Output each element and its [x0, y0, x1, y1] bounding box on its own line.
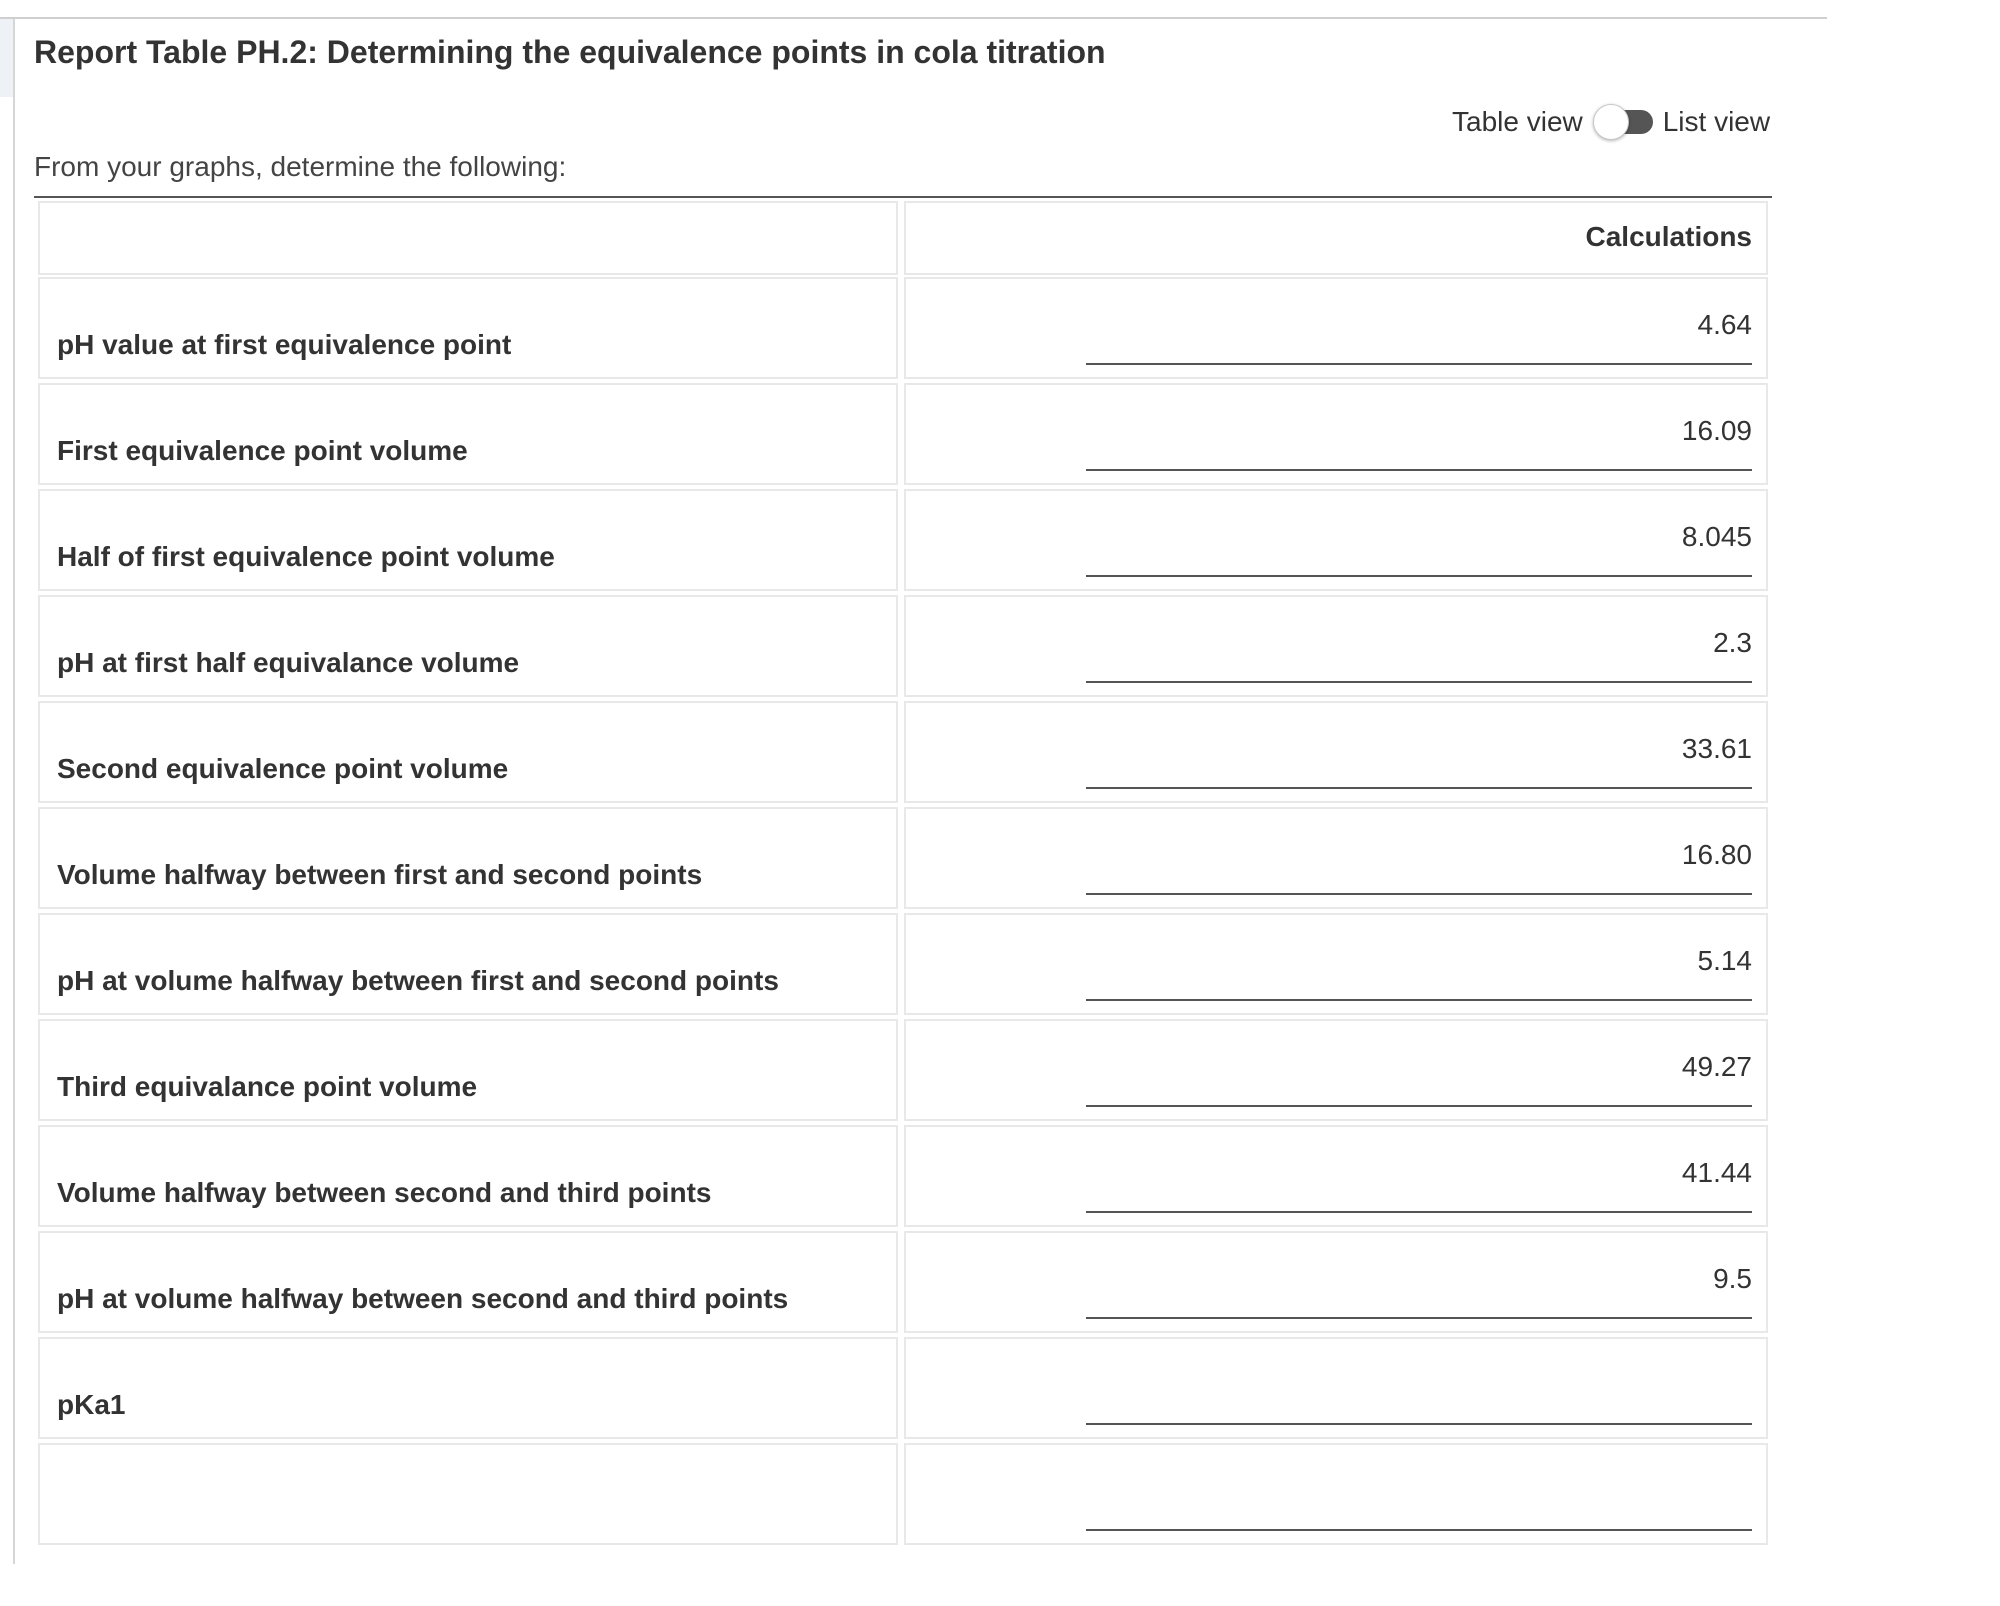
input-cell: [904, 595, 1768, 697]
table-row: [34, 485, 1772, 591]
input-cell: [904, 1337, 1768, 1439]
row-label: pH at first half equivalance volume: [57, 647, 520, 678]
label-cell: [38, 1019, 898, 1121]
input-cell: [904, 1125, 1768, 1227]
label-cell: [38, 701, 898, 803]
row-label: pH at volume halfway between second and third points: [57, 1283, 789, 1314]
table-row: [34, 1439, 1772, 1545]
header-empty-cell: [38, 201, 898, 275]
calculation-input[interactable]: 49.27: [1086, 1035, 1752, 1107]
label-cell: [38, 1337, 898, 1439]
calculation-input[interactable]: 8.045: [1086, 505, 1752, 577]
input-cell: [904, 1443, 1768, 1545]
label-cell: [38, 913, 898, 1015]
view-toggle-switch[interactable]: [1593, 102, 1655, 142]
row-label: pH value at first equivalence point: [57, 329, 512, 360]
table-row: [34, 1333, 1772, 1439]
left-tab-marker: [0, 19, 13, 97]
table-row: [34, 591, 1772, 697]
report-title: Report Table PH.2: Determining the equivalence points in cola titration: [34, 34, 1106, 70]
input-cell: [904, 807, 1768, 909]
row-label: Second equivalence point volume: [57, 753, 509, 784]
table-row: [34, 697, 1772, 803]
list-view-label[interactable]: List view: [1662, 106, 1771, 137]
calculation-input[interactable]: 16.09: [1086, 399, 1752, 471]
label-cell: [38, 1443, 898, 1545]
label-cell: [38, 595, 898, 697]
row-label: Volume halfway between first and second points: [57, 859, 703, 890]
row-label: Half of first equivalence point volume: [57, 541, 555, 572]
label-cell: [38, 1231, 898, 1333]
top-divider: [0, 17, 1827, 19]
input-cell: [904, 383, 1768, 485]
input-cell: [904, 277, 1768, 379]
table-row: [34, 273, 1772, 379]
toggle-knob[interactable]: [1593, 104, 1629, 140]
calculation-input[interactable]: [1086, 1459, 1752, 1531]
row-label: pH at volume halfway between first and second points: [57, 965, 779, 996]
input-cell: [904, 1231, 1768, 1333]
calculation-input[interactable]: 16.80: [1086, 823, 1752, 895]
label-cell: [38, 489, 898, 591]
table-row: [34, 803, 1772, 909]
label-cell: [38, 807, 898, 909]
input-cell: [904, 701, 1768, 803]
label-cell: [38, 1125, 898, 1227]
table-row: [34, 379, 1772, 485]
table-header-row: [34, 197, 1772, 273]
input-cell: [904, 489, 1768, 591]
row-label: pKa1: [57, 1389, 126, 1420]
table-row: [34, 1121, 1772, 1227]
input-cell: [904, 1019, 1768, 1121]
calculation-input[interactable]: 41.44: [1086, 1141, 1752, 1213]
calculation-input[interactable]: 4.64: [1086, 293, 1752, 365]
table-row: [34, 909, 1772, 1015]
calculation-input[interactable]: 2.3: [1086, 611, 1752, 683]
left-border: [13, 19, 15, 1564]
input-cell: [904, 913, 1768, 1015]
table-row: [34, 1015, 1772, 1121]
report-table: [34, 197, 1772, 1563]
header-cell: [904, 201, 1768, 275]
instructions-text: From your graphs, determine the following:: [34, 151, 567, 182]
label-cell: [38, 383, 898, 485]
row-label: Volume halfway between second and third points: [57, 1177, 712, 1208]
row-label: Third equivalance point volume: [57, 1071, 478, 1102]
calculation-input[interactable]: [1086, 1353, 1752, 1425]
calculation-input[interactable]: 9.5: [1086, 1247, 1752, 1319]
calculation-input[interactable]: 5.14: [1086, 929, 1752, 1001]
row-label: First equivalence point volume: [57, 435, 468, 466]
calculation-input[interactable]: 33.61: [1086, 717, 1752, 789]
view-toggle: [1452, 102, 1770, 142]
table-row: [34, 1227, 1772, 1333]
label-cell: [38, 277, 898, 379]
calculations-header: Calculations: [1585, 221, 1752, 252]
table-view-label[interactable]: Table view: [1452, 106, 1583, 137]
